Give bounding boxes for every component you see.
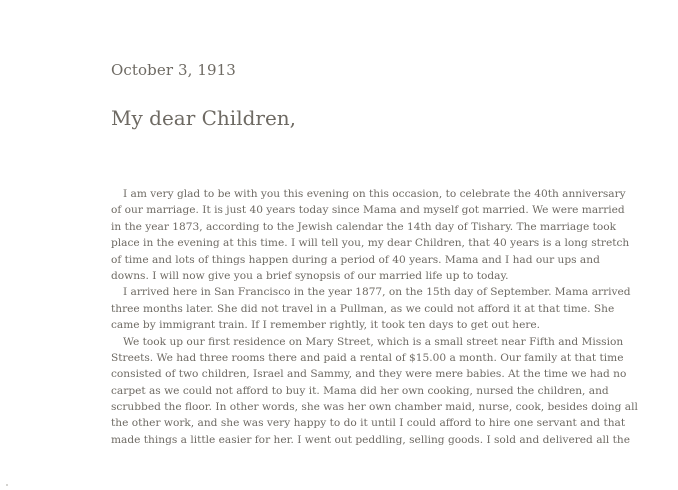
letter-line: I arrived here in San Francisco in the year 1877, on the 15th day of September. Mama arrived	[123, 286, 631, 299]
letter-salutation: My dear Children,	[111, 106, 297, 130]
letter-line: scrubbed the floor. In other words, she was her own chamber maid, nurse, cook, besides doing all	[111, 401, 638, 414]
letter-body	[111, 186, 638, 448]
letter-line: consisted of two children, Israel and Sammy, and they were mere babies. At the time we had no	[111, 368, 627, 381]
letter-line: Streets. We had three rooms there and paid a rental of $15.00 a month. Our family at that time	[111, 351, 624, 364]
letter-line: the other work, and she was very happy to do it until I could afford to hire one servant and that	[111, 417, 626, 430]
letter-line: carpet as we could not afford to buy it. Mama did her own cooking, nursed the children, and	[111, 384, 609, 397]
letter-line: downs. I will now give you a brief synopsis of our married life up to today.	[111, 269, 509, 282]
page-corner-mark	[6, 484, 8, 486]
letter-line: three months later. She did not travel in a Pullman, as we could not afford it at that time. She	[111, 302, 615, 315]
letter-line: came by immigrant train. If I remember rightly, it took ten days to get out here.	[111, 319, 541, 332]
letter-line: place in the evening at this time. I will tell you, my dear Children, that 40 years is a long stretch	[111, 237, 630, 250]
letter-line: made things a little easier for her. I went out peddling, selling goods. I sold and delivered all the	[111, 433, 631, 446]
letter-line: We took up our first residence on Mary Street, which is a small street near Fifth and Mission	[123, 335, 624, 348]
letter-date: October 3, 1913	[111, 61, 236, 79]
letter-line: of our marriage. It is just 40 years today since Mama and myself got married. We were married	[111, 204, 625, 217]
letter-line: in the year 1873, according to the Jewish calendar the 14th day of Tishary. The marriage took	[111, 220, 617, 233]
letter-line: of time and lots of things happen during a period of 40 years. Mama and I had our ups and	[111, 253, 600, 266]
letter-line: I am very glad to be with you this evening on this occasion, to celebrate the 40th anniversary	[123, 188, 626, 200]
